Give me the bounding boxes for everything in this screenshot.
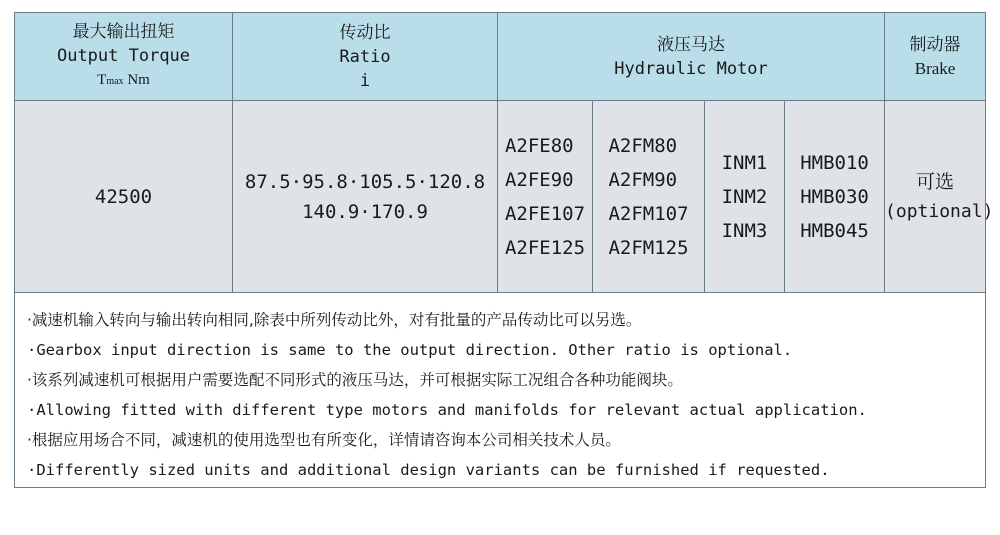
header-torque — [15, 13, 233, 101]
data-row — [15, 101, 986, 293]
brake-en: (optional) — [885, 200, 994, 222]
header-brake-zh: 制动器 — [909, 34, 961, 55]
motor-list — [505, 129, 585, 265]
motor-list — [722, 146, 768, 248]
brake-value — [885, 101, 994, 293]
header-torque-en: Output Torque — [56, 45, 191, 66]
header-row — [15, 13, 986, 101]
spec-table — [14, 12, 994, 488]
ratio-line-2: 140.9·170.9 — [302, 200, 428, 223]
header-brake-en: Brake — [914, 58, 956, 78]
header-ratio — [233, 13, 498, 101]
note-item: ·Differently sized units and additional design variants can be furnished if requested. — [27, 461, 830, 479]
motor-list — [608, 129, 688, 265]
motor-item: A2FE125 — [504, 236, 586, 259]
torque-value: 42500 — [15, 101, 233, 293]
header-motor-en: Hydraulic Motor — [614, 58, 768, 79]
motor-item: A2FE107 — [504, 202, 586, 225]
note-item: ·该系列减速机可根据用户需要选配不同形式的液压马达，并可根据实际工况组合各种功能阀块。 — [27, 371, 683, 389]
header-torque-zh: 最大输出扭矩 — [72, 21, 175, 42]
motor-item: HMB010 — [800, 151, 869, 174]
motor-item: A2FM90 — [608, 168, 678, 191]
motor-item: A2FM107 — [608, 202, 689, 225]
motor-group-hmb — [785, 101, 885, 293]
ratio-line-1: 87.5·95.8·105.5·120.8 — [244, 170, 486, 193]
note-item: ·减速机输入转向与输出转向相同,除表中所列传动比外，对有批量的产品传动比可以另选。 — [27, 311, 642, 329]
motor-item: INM1 — [721, 151, 768, 174]
ratio-values — [233, 101, 498, 293]
motor-group-a2fm — [593, 101, 705, 293]
motor-group-inm — [705, 101, 785, 293]
header-ratio-symbol: i — [359, 70, 371, 91]
motor-list — [800, 146, 869, 248]
motor-group-a2fe — [498, 101, 593, 293]
header-motor-zh: 液压马达 — [657, 34, 726, 55]
notes-cell — [15, 293, 986, 488]
unit-sub: max — [106, 75, 124, 87]
note-item: ·Gearbox input direction is same to the output direction. Other ratio is optional. — [27, 341, 793, 359]
notes-row — [15, 293, 986, 488]
unit-tail: Nm — [123, 71, 150, 88]
header-ratio-zh: 传动比 — [339, 22, 391, 43]
motor-item: HMB030 — [800, 185, 869, 208]
unit-main: T — [97, 71, 107, 88]
notes-list — [15, 293, 985, 485]
motor-item: INM2 — [721, 185, 768, 208]
brake-zh: 可选 — [916, 170, 955, 193]
motor-item: INM3 — [721, 219, 768, 242]
header-torque-unit — [15, 68, 232, 94]
note-item: ·根据应用场合不同，减速机的使用选型也有所变化，详情请咨询本公司相关技术人员。 — [27, 431, 621, 449]
header-ratio-en: Ratio — [339, 46, 391, 67]
motor-item: A2FM125 — [608, 236, 689, 259]
motor-item: A2FE80 — [504, 134, 574, 157]
motor-item: HMB045 — [800, 219, 869, 242]
note-item: ·Allowing fitted with different type motors and manifolds for relevant actual application. — [27, 401, 867, 419]
motor-item: A2FE90 — [504, 168, 574, 191]
header-motor — [498, 13, 885, 101]
motor-item: A2FM80 — [608, 134, 678, 157]
header-brake — [885, 13, 986, 101]
